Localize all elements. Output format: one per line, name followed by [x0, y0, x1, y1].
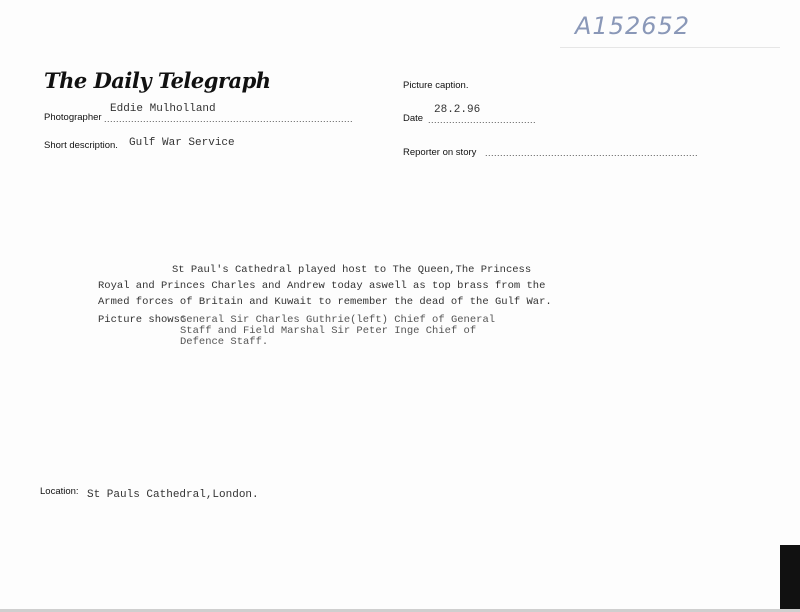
location-label: Location:: [40, 486, 79, 497]
photographer-label: Photographer: [44, 112, 102, 123]
picture-caption-label: Picture caption.: [403, 80, 469, 91]
masthead-logo: The Daily Telegraph: [44, 68, 271, 93]
short-description-label: Short description.: [44, 140, 118, 151]
reporter-dots: .......................................................................: [485, 148, 699, 158]
picture-shows-line-2: Staff and Field Marshal Sir Peter Inge Chief of: [180, 325, 477, 337]
photographer-dots: ...................................................................................: [104, 114, 354, 124]
picture-shows-label: Picture shows:: [98, 314, 187, 326]
archive-number: A152652: [575, 12, 691, 40]
caption-line-2: Royal and Princes Charles and Andrew today aswell as top brass from the: [98, 280, 546, 292]
date-value: 28.2.96: [434, 104, 481, 116]
reporter-label: Reporter on story: [403, 147, 477, 158]
photographer-value: Eddie Mulholland: [110, 103, 216, 115]
date-label: Date: [403, 113, 424, 124]
location-value: St Pauls Cathedral,London.: [87, 489, 259, 501]
top-divider: [560, 47, 780, 48]
short-description-value: Gulf War Service: [129, 137, 235, 149]
date-dots: ....................................: [428, 115, 537, 125]
picture-shows-line-1: General Sir Charles Guthrie(left) Chief of General: [180, 314, 496, 326]
picture-shows-line-3: Defence Staff.: [180, 336, 269, 348]
caption-line-3: Armed forces of Britain and Kuwait to remember the dead of the Gulf War.: [98, 296, 552, 308]
caption-line-1: St Paul's Cathedral played host to The Queen,The Princess: [172, 264, 532, 276]
scan-edge-shadow: [780, 545, 800, 612]
